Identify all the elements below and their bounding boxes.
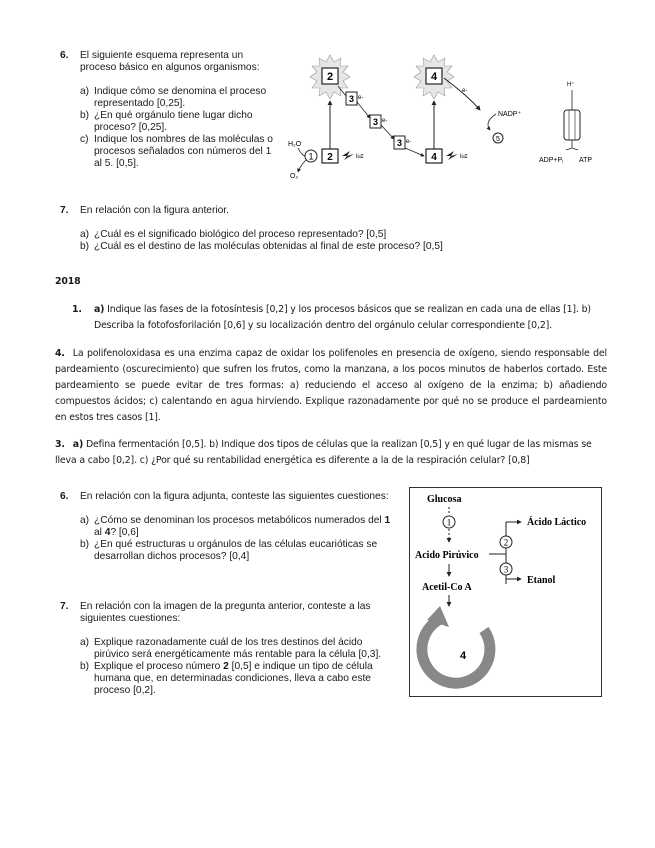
number-3-a: 3 [348, 94, 355, 104]
question-3: 3. a) Defina fermentación [0,5]. b) Indique dos tipos de células que la realizan [0,5] y en qué lugar de las mismas se lleva a cabo [0,2]. c) ¿Por qué su rentabilidad energética es diferente a la de la respiración celular? [0,8] [55, 439, 592, 466]
step-3: 3 [503, 564, 509, 575]
list-item: a) ¿Cómo se denominan los procesos metabólicos numerados del 1 al 4? [0,6] [80, 515, 391, 538]
list-item: a) Explique razonadamente cuál de los tres destinos del ácido pirúvico será energéticamente más rentable para la célula [0,3]. [80, 637, 382, 660]
question-number: 6. [60, 491, 69, 502]
item-text: ¿Cuál es el destino de las moléculas obtenidas al final de este proceso? [0,5] [94, 241, 443, 252]
photosynthesis-scheme [284, 52, 614, 182]
atp-synthase-icon [564, 110, 580, 140]
light-bolt-icon [446, 151, 458, 160]
question-1: 1. a) Indique las fases de la fotosíntesis [0,2] y los procesos básicos que se realizan en cada una de ellas [1]. b) Describa la fotofosforilación [0,6] y su localización dentro del orgánulo celular correspondiente [0,2]. [72, 304, 591, 331]
metabolism-diagram [409, 487, 602, 697]
list-item: c) Indique los nombres de las moléculas o procesos señalados con números del 1 al 5. [0,5]. [80, 134, 273, 169]
question-text: La polifenoloxidasa es una enzima capaz de oxidar los polifenoles en presencia de oxígeno, siendo responsable del pardeamiento (oscurecimiento) que sufren los frutos, como la manzana, a los pocos minutos de haberlos cortado. Este pardeamiento se puede evitar de tres formas: a) reduciendo el acceso al oxígeno de la enzima; b) añadiendo compuestos ácidos; c) calentando en agua hirviendo. Explique razonadamente por qué no se produce el pardeamiento en estos tres casos [1]. [55, 348, 607, 423]
number-2-top: 2 [326, 71, 334, 83]
light-label: luz [356, 154, 364, 160]
lactic-acid-label: Ácido Láctico [527, 517, 587, 528]
light-bolt-icon [342, 151, 354, 160]
acetyl-coa-label: Acetil-Co A [422, 582, 472, 593]
question-number: 3. [55, 439, 65, 450]
pyruvic-acid-label: Acido Pirúvico [415, 550, 479, 561]
question-number: 1. [72, 304, 82, 315]
number-2-bottom: 2 [327, 152, 333, 163]
list-item: b) ¿Cuál es el destino de las moléculas obtenidas al final de este proceso? [0,5] [80, 241, 443, 252]
question-text: Defina fermentación [0,5]. b) Indique dos tipos de células que la realizan [0,5] y en qué lugar de las mismas se lleva a cabo [0,2]. c) ¿Por qué su rentabilidad energética es diferente a la de la respiración celular? [0,8] [55, 439, 592, 466]
item-text: ¿En qué orgánulo tiene lugar dicho proceso? [0,25]. [94, 110, 253, 133]
list-item: b) ¿En qué orgánulo tiene lugar dicho proceso? [0,25]. [80, 110, 253, 133]
electron-label: e- [382, 118, 388, 124]
question-7-block2 [60, 601, 393, 697]
item-text: Explique razonadamente cuál de los tres destinos del ácido pirúvico será energéticamente más rentable para la célula [0,3]. [94, 637, 382, 660]
question-number: 6. [60, 50, 69, 61]
adp-label: ADP+Pᵢ [539, 157, 564, 164]
question-7-block1 [60, 205, 500, 253]
item-text: Indique cómo se denomina el proceso representado [0,25]. [94, 86, 267, 109]
question-number: 7. [60, 601, 69, 612]
question-4 [55, 346, 607, 426]
nadp-label: NADP⁺ [498, 111, 522, 118]
number-5: 5 [496, 136, 500, 143]
question-6-block1 [60, 50, 280, 170]
question-number: 7. [60, 205, 69, 216]
item-text: ¿En qué estructuras u orgánulos de las células eucarióticas se desarrollan dichos procesos? [0,4] [94, 539, 378, 562]
item-text: ¿Cuál es el significado biológico del proceso representado? [0,5] [94, 229, 387, 240]
glucose-label: Glucosa [427, 494, 462, 505]
question-6-block2 [60, 491, 393, 563]
year-heading: 2018 [55, 276, 81, 287]
question-stem: En relación con la figura adjunta, conteste las siguientes cuestiones: [80, 491, 389, 502]
question-stem: En relación con la imagen de la pregunta anterior, conteste a las siguientes cuestiones: [80, 601, 371, 624]
question-text: Indique las fases de la fotosíntesis [0,2] y los procesos básicos que se realizan en cada una de ellas [1]. b) Describa la fotofosforilación [0,6] y su localización dentro del orgánulo celular correspondiente [0,2]. [94, 304, 591, 331]
list-item: b) ¿En qué estructuras u orgánulos de las células eucarióticas se desarrollan dichos procesos? [0,4] [80, 539, 378, 562]
electron-label: e- [406, 139, 412, 145]
number-3-b: 3 [372, 117, 379, 127]
step-1: 1 [446, 517, 452, 528]
atp-label: ATP [579, 157, 593, 164]
electron-label: e- [462, 88, 468, 94]
proton-label: H⁺ [567, 82, 575, 88]
light-label: luz [460, 154, 468, 160]
item-text: Indique los nombres de las moléculas o procesos señalados con números del 1 al 5. [0,5]. [94, 134, 273, 169]
step-2: 2 [503, 537, 509, 548]
list-item: a) Indique cómo se denomina el proceso representado [0,25]. [80, 86, 267, 109]
number-4-bottom: 4 [431, 152, 437, 163]
number-4-top: 4 [430, 71, 438, 83]
question-stem: En relación con la figura anterior. [80, 205, 229, 216]
question-stem: El siguiente esquema representa un proceso básico en algunos organismos: [80, 50, 260, 73]
number-1: 1 [308, 151, 314, 162]
water-label: H₂O [288, 141, 302, 148]
question-number: 4. [55, 348, 65, 359]
oxygen-label: O₂ [290, 173, 299, 180]
electron-label: e- [358, 95, 364, 101]
number-3-c: 3 [396, 138, 403, 148]
list-item: b) Explique el proceso número 2 [0,5] e indique un tipo de célula humana que, en determinadas condiciones, lleva a cabo este proceso [0,2]. [80, 661, 373, 696]
list-item: a) ¿Cuál es el significado biológico del proceso representado? [0,5] [80, 229, 387, 240]
ethanol-label: Etanol [527, 575, 556, 586]
step-4: 4 [459, 650, 467, 662]
